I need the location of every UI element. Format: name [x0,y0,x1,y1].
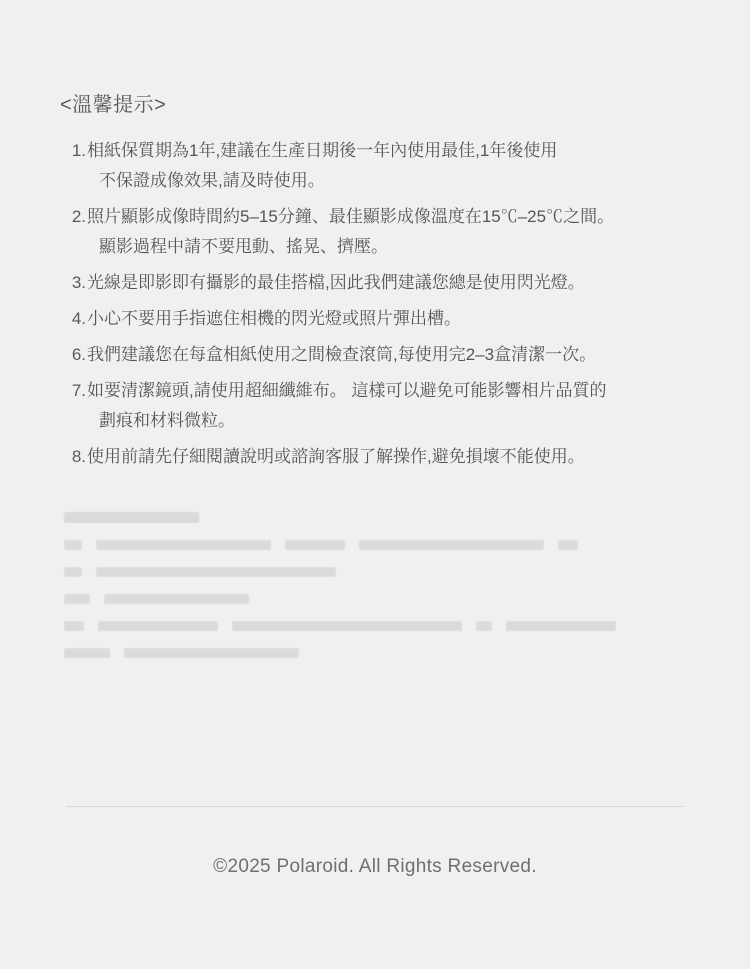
list-item-line2: 不保證成像效果,請及時使用。 [99,171,325,190]
list-item-text [86,442,686,472]
list-item [66,376,686,436]
faded-segment [232,621,462,631]
list-item-text [86,136,686,196]
faded-segment [64,621,84,631]
list-item-number: 7. [71,381,86,400]
list-item-line1: 我們建議您在每盒相紙使用之間檢查滾筒,每使用完2–3盒清潔一次。 [87,345,597,364]
list-item [66,442,686,472]
faded-segment [476,621,492,631]
footer-divider [66,806,684,807]
faded-line [64,540,664,550]
list-item [66,136,686,196]
faded-segment [98,621,218,631]
list-item-number: 3. [71,273,86,292]
list-item-line1: 照片顯影成像時間約5–15分鐘、最佳顯影成像溫度在15℃–25℃之間。 [87,207,615,226]
faded-line [64,621,664,631]
faded-segment [64,567,82,577]
list-item-text [86,268,686,298]
list-item-line1: 小心不要用手指遮住相機的閃光燈或照片彈出槽。 [87,309,461,328]
list-item-number: 2. [71,207,86,226]
faded-segment [285,540,345,550]
faded-segment [104,594,249,604]
list-item-number: 4. [71,309,86,328]
list-item-line2: 顯影過程中請不要甩動、搖晃、擠壓。 [99,237,388,256]
faded-segment [558,540,578,550]
list-item-line2: 劃痕和材料微粒。 [99,411,235,430]
page-title: <溫馨提示> [60,94,167,116]
list-item-number: 1. [71,141,86,160]
list-item-text [86,304,686,334]
list-item [66,268,686,298]
list-item-number: 6. [71,345,86,364]
list-item [66,340,686,370]
list-item-text [86,376,686,436]
list-item-number: 8. [71,447,86,466]
faded-line [64,567,664,577]
faded-segment [64,648,110,658]
faded-segment [64,594,90,604]
list-item [66,304,686,334]
faded-line [64,512,199,523]
list-item-line1: 光線是即影即有攝影的最佳搭檔,因此我們建議您總是使用閃光燈。 [87,273,585,292]
list-item-text [86,202,686,262]
faded-segment [124,648,299,658]
list-item-line1: 如要清潔鏡頭,請使用超細纖維布。 這樣可以避免可能影響相片品質的 [87,381,607,400]
faded-line [64,648,664,658]
list-item [66,202,686,262]
faded-segment [359,540,544,550]
list-item-line1: 相紙保質期為1年,建議在生產日期後一年內使用最佳,1年後使用 [87,141,558,160]
faded-line [64,594,664,604]
list-item-line1: 使用前請先仔細閱讀說明或諮詢客服了解操作,避免損壞不能使用。 [87,447,585,466]
tips-list [66,136,686,478]
faded-segment [96,567,336,577]
faded-content-placeholder [64,512,664,675]
faded-segment [96,540,271,550]
faded-segment [506,621,616,631]
faded-segment [64,540,82,550]
copyright-text: ©2025 Polaroid. All Rights Reserved. [213,856,537,877]
list-item-text [86,340,686,370]
